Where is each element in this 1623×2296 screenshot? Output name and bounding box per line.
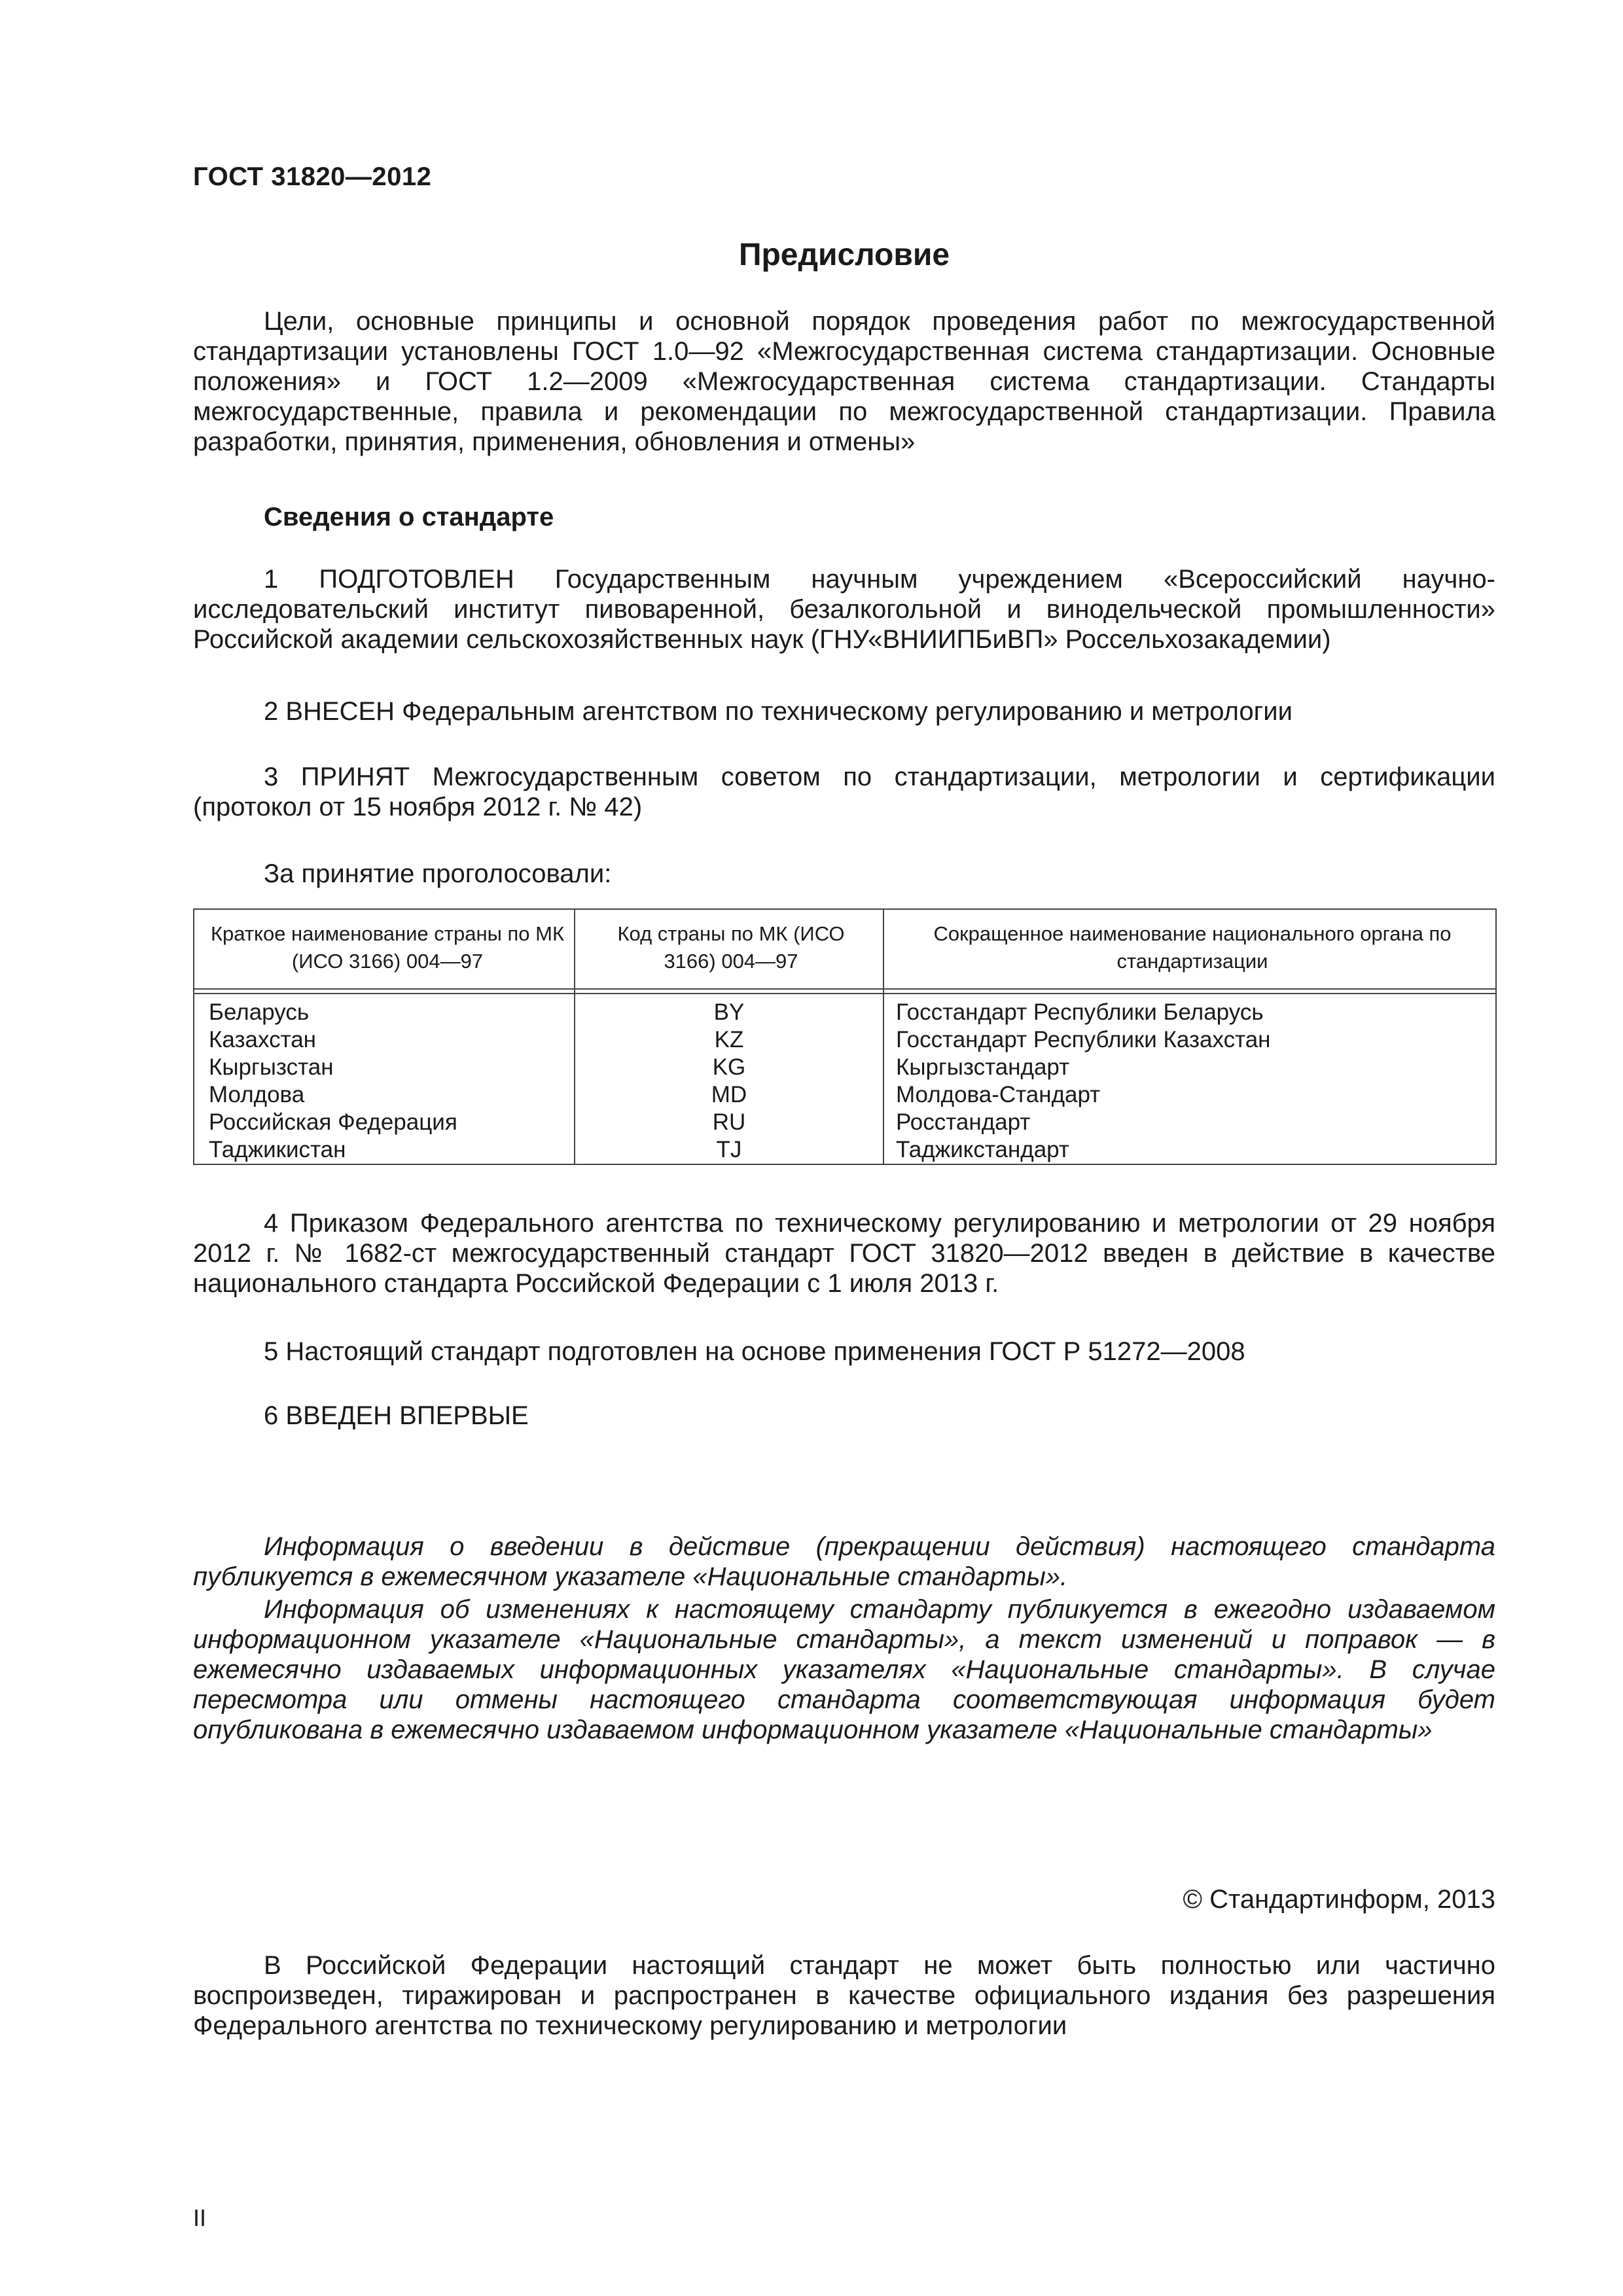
table-cell-code: BY <box>713 999 745 1025</box>
table-cell-body: Госстандарт Республики Беларусь <box>896 999 1264 1025</box>
item-2-paragraph: 2 ВНЕСЕН Федеральным агентством по техническому регулированию и метрологии <box>264 697 1293 726</box>
item-1-paragraph: 1 ПОДГОТОВЛЕН Государственным научным учреждением «Всероссийский научно-исследовательский институт пивоваренной, безалкогольной и винодельческой промышленности» Российской академии сельскохозяйственных наук (ГНУ«ВНИИПБиВП» Россельхозакадемии) <box>193 565 1495 654</box>
table-cell-body: Госстандарт Республики Казахстан <box>896 1027 1271 1052</box>
legal-notice: В Российской Федерации настоящий стандарт не может быть полностью или частично воспроизведен, тиражирован и распространен в качестве официального издания без разрешения Федерального агентства по техническому регулированию и метрологии <box>193 1951 1495 2040</box>
table-cell-country: Беларусь <box>209 999 310 1025</box>
table-cell-body: Молдова-Стандарт <box>896 1082 1101 1107</box>
voting-table <box>193 908 1497 1165</box>
table-cell-code: RU <box>712 1109 746 1135</box>
item-4-paragraph: 4 Приказом Федерального агентства по техническому регулированию и метрологии от 29 ноября 2012 г. № 1682-ст межгосударственный стандарт ГОСТ 31820—2012 введен в действие в качестве национального стандарта Российской Федерации с 1 июля 2013 г. <box>193 1209 1495 1298</box>
table-cell-code: TJ <box>716 1137 742 1162</box>
table-header-code: Код страны по МК (ИСО 3166) 004—97 <box>617 922 845 973</box>
intro-paragraph: Цели, основные принципы и основной порядок проведения работ по межгосударственной стандартизации установлены ГОСТ 1.0—92 «Межгосударственная система стандартизации. Основные положения» и ГОСТ 1.2—2009 «Межгосударственная система стандартизации. Стандарты межгосударственные, правила и рекомендации по межгосударственной стандартизации. Правила разработки, принятия, применения, обновления и отмены» <box>193 307 1495 456</box>
table-header-country: Краткое наименование страны по МК (ИСО 3166) 004—97 <box>210 922 565 973</box>
table-header-divider <box>194 993 1495 994</box>
item-6-paragraph: 6 ВВЕДЕН ВПЕРВЫЕ <box>264 1401 529 1430</box>
page-number: II <box>193 2204 207 2231</box>
table-cell-code: KZ <box>714 1027 744 1052</box>
document-code: ГОСТ 31820—2012 <box>193 162 432 191</box>
table-header-divider <box>194 988 1495 990</box>
page-title: Предисловие <box>738 238 950 272</box>
copyright-note: © Стандартинформ, 2013 <box>1183 1885 1495 1914</box>
table-cell-country: Кыргызстан <box>209 1054 334 1080</box>
table-cell-country: Таджикистан <box>209 1137 346 1162</box>
table-header-body: Сокращенное наименование национального органа по стандартизации <box>933 922 1452 973</box>
table-cell-body: Таджикстандарт <box>896 1137 1069 1162</box>
voted-label: За принятие проголосовали: <box>264 859 612 888</box>
table-cell-country: Российская Федерация <box>209 1109 457 1135</box>
table-cell-code: MD <box>711 1082 747 1107</box>
table-cell-country: Казахстан <box>209 1027 317 1052</box>
table-cell-body: Росстандарт <box>896 1109 1031 1135</box>
item-3-paragraph: 3 ПРИНЯТ Межгосударственным советом по стандартизации, метрологии и сертификации (протокол от 15 ноября 2012 г. № 42) <box>193 762 1495 821</box>
table-cell-country: Молдова <box>209 1082 305 1107</box>
info-paragraph-2: Информация об изменениях к настоящему стандарту публикуется в ежегодно издаваемом информационном указателе «Национальные стандарты», а текст изменений и поправок — в ежемесячно издаваемых информационных указателях «Национальные стандарты». В случае пересмотра или отмены настоящего стандарта соответствующая информация будет опубликована в ежемесячно издаваемом информационном указателе «Национальные стандарты» <box>193 1595 1495 1744</box>
info-paragraph-1: Информация о введении в действие (прекращении действия) настоящего стандарта публикуется в ежемесячном указателе «Национальные стандарты». <box>193 1532 1495 1591</box>
table-column-divider <box>883 910 884 1164</box>
item-5-paragraph: 5 Настоящий стандарт подготовлен на основе применения ГОСТ Р 51272—2008 <box>264 1337 1245 1366</box>
table-cell-code: KG <box>712 1054 746 1080</box>
section-subheading: Сведения о стандарте <box>264 503 554 531</box>
table-cell-body: Кыргызстандарт <box>896 1054 1070 1080</box>
